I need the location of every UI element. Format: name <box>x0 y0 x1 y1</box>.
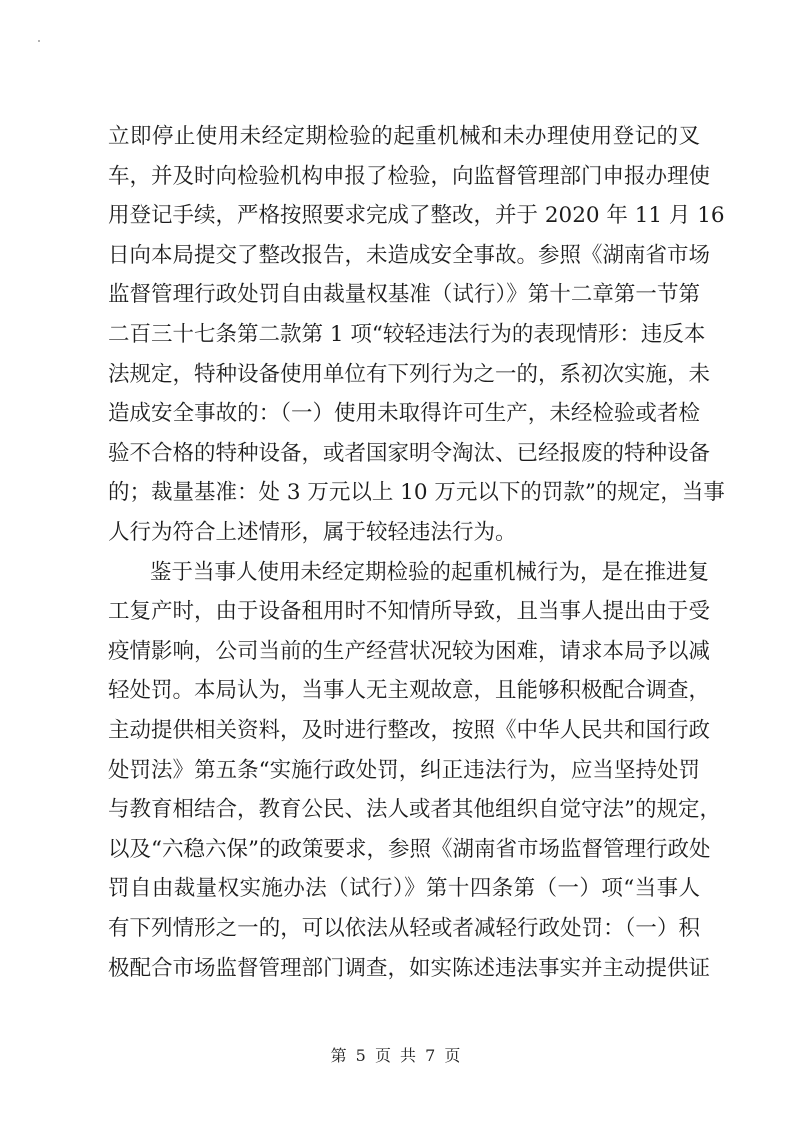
page-number-footer: 第 5 页 共 7 页 <box>330 1046 463 1065</box>
text-line: 用登记手续，严格按照要求完成了整改，并于 2020 年 11 月 16 <box>108 203 725 229</box>
text-line: 的；裁量基准：处 3 万元以上 10 万元以下的罚款”的规定，当事 <box>108 480 725 506</box>
text-line: 以及“六稳六保”的政策要求，参照《湖南省市场监督管理行政处 <box>108 836 711 862</box>
text-line: 有下列情形之一的，可以依法从轻或者减轻行政处罚：（一）积 <box>108 916 700 941</box>
text-line: 极配合市场监督管理部门调查，如实陈述违法事实并主动提供证 <box>108 955 711 981</box>
text-line: 工复产时，由于设备租用时不知情所导致，且当事人提出由于受 <box>108 599 711 625</box>
text-line: 与教育相结合，教育公民、法人或者其他组织自觉守法”的规定， <box>108 797 721 823</box>
text-line: 人行为符合上述情形，属于较轻违法行为。 <box>108 520 517 545</box>
text-line: 轻处罚。本局认为，当事人无主观故意，且能够积极配合调查， <box>108 678 711 704</box>
text-line: 二百三十七条第二款第 1 项“较轻违法行为的表现情形：违反本 <box>108 322 706 347</box>
text-line: 车，并及时向检验机构申报了检验，向监督管理部门申报办理使 <box>108 163 711 189</box>
text-line: 处罚法》第五条“实施行政处罚，纠正违法行为，应当坚持处罚 <box>108 757 700 783</box>
text-line: 法规定，特种设备使用单位有下列行为之一的，系初次实施，未 <box>108 361 711 387</box>
text-line: 疫情影响，公司当前的生产经营状况较为困难，请求本局予以减 <box>108 638 711 664</box>
text-line: 罚自由裁量权实施办法（试行）》第十四条第（一）项“当事人 <box>108 876 700 902</box>
text-line: 验不合格的特种设备，或者国家明令淘汰、已经报废的特种设备 <box>108 440 711 466</box>
text-line: 监督管理行政处罚自由裁量权基准（试行）》第十二章第一节第 <box>108 282 700 308</box>
scan-speck <box>38 40 40 42</box>
text-line: 主动提供相关资料，及时进行整改，按照《中华人民共和国行政 <box>108 718 711 743</box>
paragraph-first-line: 鉴于当事人使用未经定期检验的起重机械行为，是在推进复 <box>150 559 710 585</box>
text-line: 日向本局提交了整改报告，未造成安全事故。参照《湖南省市场 <box>108 242 711 268</box>
text-line: 立即停止使用未经定期检验的起重机械和未办理使用登记的叉 <box>108 124 700 149</box>
text-line: 造成安全事故的：（一）使用未取得许可生产，未经检验或者检 <box>108 401 700 427</box>
